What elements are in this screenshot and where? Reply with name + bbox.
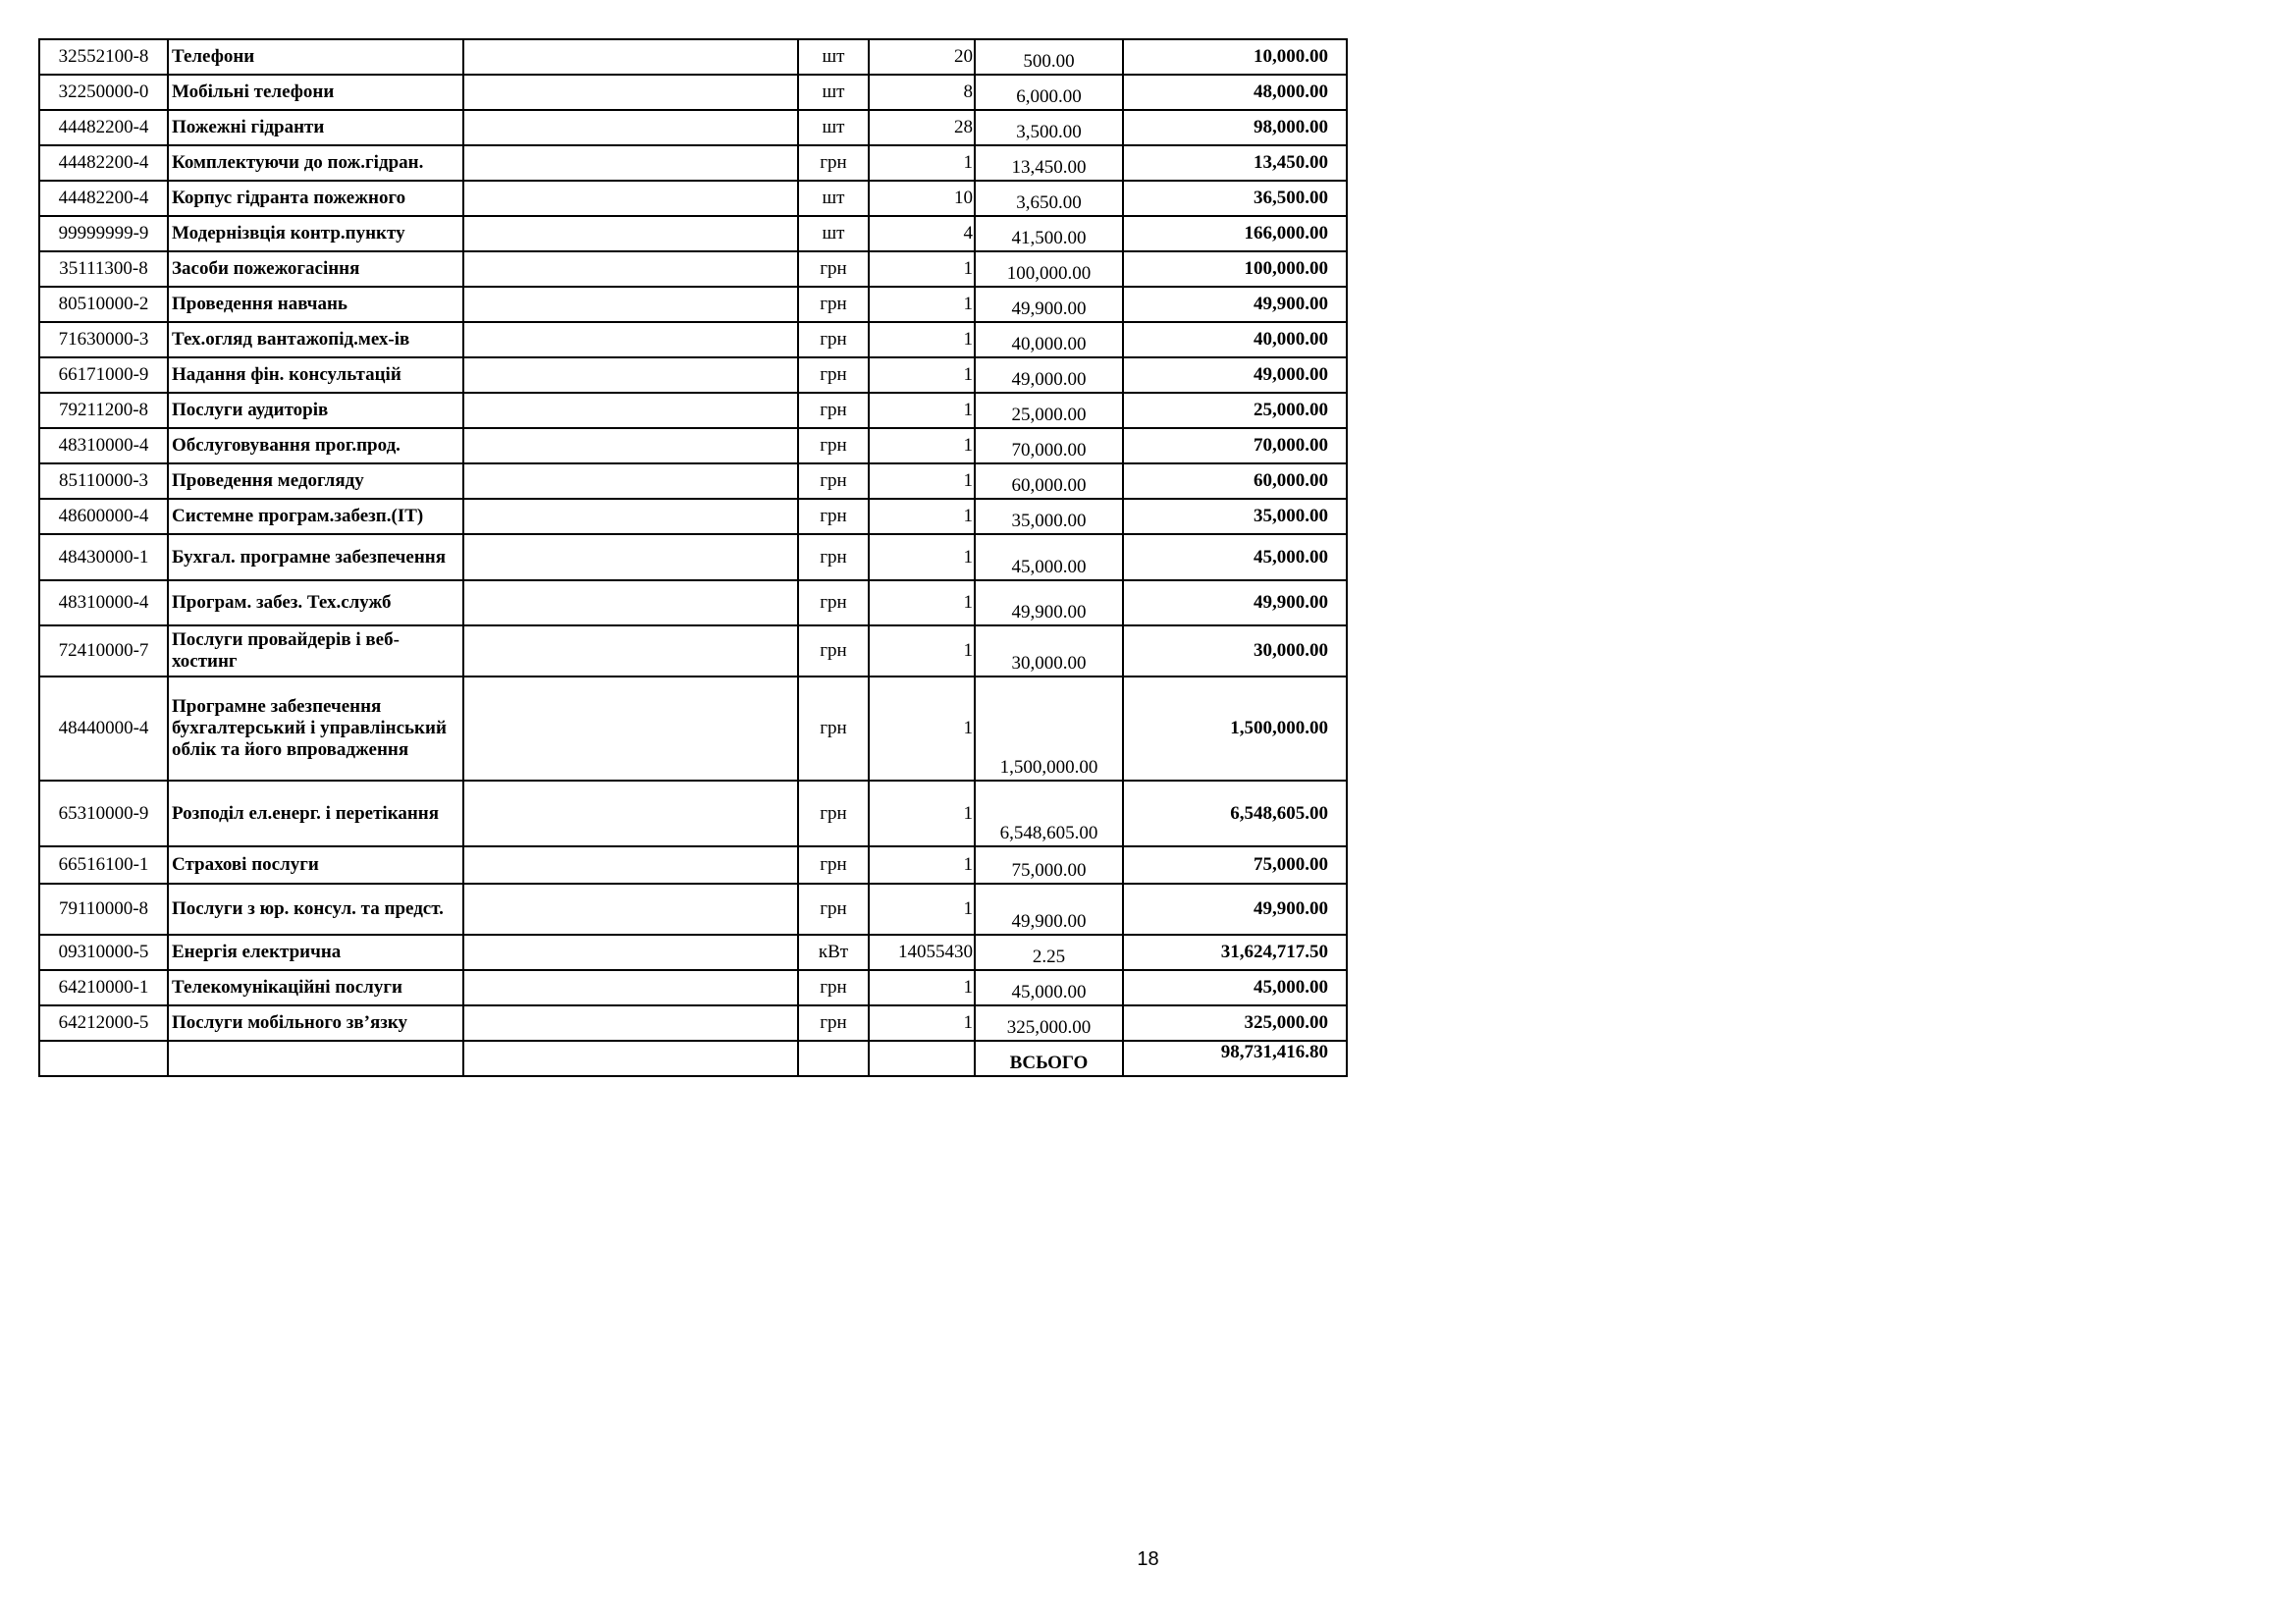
cell-unit: грн: [798, 1005, 869, 1041]
cell-unit: шт: [798, 181, 869, 216]
cell-name: Обслуговування прог.прод.: [168, 428, 463, 463]
cell-code: 72410000-7: [39, 625, 168, 677]
cell-sum: 31,624,717.50: [1123, 935, 1347, 970]
cell-blank: [168, 1041, 463, 1076]
cell-name: Комплектуючи до пож.гідран.: [168, 145, 463, 181]
cell-code: 44482200-4: [39, 110, 168, 145]
cell-quantity: 4: [869, 216, 975, 251]
cell-name: Засоби пожежогасіння: [168, 251, 463, 287]
cell-name: Телефони: [168, 39, 463, 75]
cell-price: 6,548,605.00: [975, 781, 1123, 846]
cell-name: Проведення навчань: [168, 287, 463, 322]
cell-blank: [463, 357, 798, 393]
cell-price: 3,650.00: [975, 181, 1123, 216]
cell-unit: грн: [798, 625, 869, 677]
cell-name: Телекомунікаційні послуги: [168, 970, 463, 1005]
cell-name: Пожежні гідранти: [168, 110, 463, 145]
cell-sum: 49,000.00: [1123, 357, 1347, 393]
cell-unit: кВт: [798, 935, 869, 970]
cell-quantity: 1: [869, 463, 975, 499]
cell-unit: грн: [798, 846, 869, 884]
cell-blank: [798, 1041, 869, 1076]
table-row: [39, 781, 1347, 846]
cell-sum: 49,900.00: [1123, 287, 1347, 322]
table-row: [39, 884, 1347, 935]
cell-code: 64212000-5: [39, 1005, 168, 1041]
cell-unit: грн: [798, 393, 869, 428]
cell-price: 2.25: [975, 935, 1123, 970]
cell-unit: грн: [798, 781, 869, 846]
cell-name: Програмне забезпечення бухгалтерський і управлінський облік та його впровадження: [168, 677, 463, 781]
cell-blank: [869, 1041, 975, 1076]
total-row: [39, 1041, 1347, 1076]
cell-blank: [463, 1041, 798, 1076]
cell-price: 49,900.00: [975, 884, 1123, 935]
cell-unit: грн: [798, 463, 869, 499]
cell-blank: [463, 677, 798, 781]
cell-code: 99999999-9: [39, 216, 168, 251]
cell-quantity: 1: [869, 884, 975, 935]
cell-quantity: 1: [869, 145, 975, 181]
table-row: [39, 75, 1347, 110]
cell-unit: грн: [798, 884, 869, 935]
cell-price: 49,000.00: [975, 357, 1123, 393]
table-row: [39, 677, 1347, 781]
cell-quantity: 1: [869, 393, 975, 428]
cell-code: 48430000-1: [39, 534, 168, 580]
cell-code: 66171000-9: [39, 357, 168, 393]
cell-blank: [463, 216, 798, 251]
cell-code: 32552100-8: [39, 39, 168, 75]
cell-name: Модернізвція контр.пункту: [168, 216, 463, 251]
cell-code: 44482200-4: [39, 181, 168, 216]
cell-price: 35,000.00: [975, 499, 1123, 534]
table-row: [39, 1005, 1347, 1041]
total-sum: 98,731,416.80: [1123, 1041, 1347, 1076]
cell-name: Проведення медогляду: [168, 463, 463, 499]
cell-unit: грн: [798, 428, 869, 463]
table-row: [39, 39, 1347, 75]
cell-code: 80510000-2: [39, 287, 168, 322]
cell-sum: 6,548,605.00: [1123, 781, 1347, 846]
cell-blank: [463, 580, 798, 625]
cell-blank: [463, 145, 798, 181]
total-label: ВСЬОГО: [975, 1041, 1123, 1076]
cell-blank: [39, 1041, 168, 1076]
cell-blank: [463, 534, 798, 580]
cell-unit: грн: [798, 145, 869, 181]
cell-quantity: 1: [869, 1005, 975, 1041]
cell-code: 66516100-1: [39, 846, 168, 884]
cell-sum: 36,500.00: [1123, 181, 1347, 216]
cell-sum: 10,000.00: [1123, 39, 1347, 75]
cell-name: Розподіл ел.енерг. і перетікання: [168, 781, 463, 846]
cell-unit: грн: [798, 534, 869, 580]
cell-quantity: 1: [869, 846, 975, 884]
cell-blank: [463, 846, 798, 884]
cell-sum: 166,000.00: [1123, 216, 1347, 251]
cell-quantity: 28: [869, 110, 975, 145]
cell-code: 79110000-8: [39, 884, 168, 935]
cell-quantity: 1: [869, 534, 975, 580]
cell-code: 64210000-1: [39, 970, 168, 1005]
cell-unit: грн: [798, 580, 869, 625]
cell-price: 60,000.00: [975, 463, 1123, 499]
cell-unit: шт: [798, 110, 869, 145]
cell-price: 325,000.00: [975, 1005, 1123, 1041]
cell-quantity: 1: [869, 781, 975, 846]
cell-unit: грн: [798, 970, 869, 1005]
cell-quantity: 10: [869, 181, 975, 216]
cell-unit: шт: [798, 39, 869, 75]
cell-price: 6,000.00: [975, 75, 1123, 110]
cell-quantity: 1: [869, 625, 975, 677]
table-row: [39, 393, 1347, 428]
cell-sum: 13,450.00: [1123, 145, 1347, 181]
cell-unit: грн: [798, 357, 869, 393]
cell-code: 48600000-4: [39, 499, 168, 534]
cell-name: Страхові послуги: [168, 846, 463, 884]
cell-code: 48440000-4: [39, 677, 168, 781]
cell-sum: 25,000.00: [1123, 393, 1347, 428]
cell-blank: [463, 1005, 798, 1041]
cell-price: 41,500.00: [975, 216, 1123, 251]
cell-price: 500.00: [975, 39, 1123, 75]
cell-unit: шт: [798, 216, 869, 251]
cell-sum: 100,000.00: [1123, 251, 1347, 287]
cell-sum: 98,000.00: [1123, 110, 1347, 145]
cell-sum: 45,000.00: [1123, 970, 1347, 1005]
cell-unit: шт: [798, 75, 869, 110]
cell-quantity: 1: [869, 357, 975, 393]
cell-blank: [463, 935, 798, 970]
cell-sum: 48,000.00: [1123, 75, 1347, 110]
cell-name: Надання фін. консультацій: [168, 357, 463, 393]
cell-code: 32250000-0: [39, 75, 168, 110]
procurement-table: [38, 38, 1348, 1077]
cell-blank: [463, 75, 798, 110]
cell-sum: 49,900.00: [1123, 884, 1347, 935]
cell-code: 09310000-5: [39, 935, 168, 970]
cell-name: Послуги з юр. консул. та предст.: [168, 884, 463, 935]
table-row: [39, 463, 1347, 499]
cell-sum: 75,000.00: [1123, 846, 1347, 884]
table-row: [39, 428, 1347, 463]
table-row: [39, 935, 1347, 970]
cell-quantity: 14055430: [869, 935, 975, 970]
cell-code: 48310000-4: [39, 428, 168, 463]
cell-quantity: 1: [869, 580, 975, 625]
table-row: [39, 970, 1347, 1005]
cell-unit: грн: [798, 287, 869, 322]
cell-price: 45,000.00: [975, 534, 1123, 580]
cell-price: 45,000.00: [975, 970, 1123, 1005]
cell-name: Послуги провайдерів і веб-хостинг: [168, 625, 463, 677]
cell-blank: [463, 181, 798, 216]
cell-code: 48310000-4: [39, 580, 168, 625]
table-row: [39, 322, 1347, 357]
cell-quantity: 20: [869, 39, 975, 75]
cell-quantity: 1: [869, 287, 975, 322]
cell-unit: грн: [798, 499, 869, 534]
table-row: [39, 181, 1347, 216]
cell-price: 25,000.00: [975, 393, 1123, 428]
table-row: [39, 534, 1347, 580]
table-row: [39, 145, 1347, 181]
cell-quantity: 1: [869, 251, 975, 287]
cell-name: Послуги аудиторів: [168, 393, 463, 428]
cell-name: Енергія електрична: [168, 935, 463, 970]
cell-blank: [463, 970, 798, 1005]
cell-code: 65310000-9: [39, 781, 168, 846]
cell-blank: [463, 39, 798, 75]
cell-name: Корпус гідранта пожежного: [168, 181, 463, 216]
table-row: [39, 357, 1347, 393]
cell-blank: [463, 110, 798, 145]
cell-blank: [463, 463, 798, 499]
cell-name: Системне програм.забезп.(ІТ): [168, 499, 463, 534]
cell-quantity: 1: [869, 970, 975, 1005]
cell-sum: 49,900.00: [1123, 580, 1347, 625]
table-row: [39, 499, 1347, 534]
cell-code: 85110000-3: [39, 463, 168, 499]
cell-code: 79211200-8: [39, 393, 168, 428]
cell-blank: [463, 625, 798, 677]
cell-price: 100,000.00: [975, 251, 1123, 287]
cell-blank: [463, 393, 798, 428]
cell-name: Програм. забез. Тех.служб: [168, 580, 463, 625]
cell-sum: 60,000.00: [1123, 463, 1347, 499]
cell-code: 44482200-4: [39, 145, 168, 181]
cell-price: 49,900.00: [975, 287, 1123, 322]
cell-sum: 30,000.00: [1123, 625, 1347, 677]
cell-sum: 325,000.00: [1123, 1005, 1347, 1041]
table-row: [39, 287, 1347, 322]
cell-price: 75,000.00: [975, 846, 1123, 884]
cell-name: Мобільні телефони: [168, 75, 463, 110]
cell-blank: [463, 499, 798, 534]
cell-sum: 40,000.00: [1123, 322, 1347, 357]
table-body: [39, 39, 1347, 1076]
cell-sum: 1,500,000.00: [1123, 677, 1347, 781]
cell-unit: грн: [798, 251, 869, 287]
cell-unit: грн: [798, 322, 869, 357]
cell-blank: [463, 287, 798, 322]
table-row: [39, 110, 1347, 145]
table-row: [39, 846, 1347, 884]
cell-quantity: 1: [869, 322, 975, 357]
table-row: [39, 251, 1347, 287]
cell-price: 30,000.00: [975, 625, 1123, 677]
cell-code: 35111300-8: [39, 251, 168, 287]
cell-name: Послуги мобільного зв’язку: [168, 1005, 463, 1041]
cell-price: 1,500,000.00: [975, 677, 1123, 781]
cell-quantity: 1: [869, 428, 975, 463]
cell-price: 40,000.00: [975, 322, 1123, 357]
cell-sum: 35,000.00: [1123, 499, 1347, 534]
cell-code: 71630000-3: [39, 322, 168, 357]
cell-blank: [463, 428, 798, 463]
cell-unit: грн: [798, 677, 869, 781]
table-row: [39, 580, 1347, 625]
cell-sum: 45,000.00: [1123, 534, 1347, 580]
cell-quantity: 1: [869, 499, 975, 534]
cell-sum: 70,000.00: [1123, 428, 1347, 463]
cell-name: Бухгал. програмне забезпечення: [168, 534, 463, 580]
cell-blank: [463, 781, 798, 846]
cell-quantity: 8: [869, 75, 975, 110]
table-row: [39, 216, 1347, 251]
cell-name: Тех.огляд вантажопід.мех-ів: [168, 322, 463, 357]
cell-price: 70,000.00: [975, 428, 1123, 463]
cell-price: 49,900.00: [975, 580, 1123, 625]
cell-quantity: 1: [869, 677, 975, 781]
page-number: 18: [1137, 1548, 1159, 1570]
cell-blank: [463, 884, 798, 935]
table-row: [39, 625, 1347, 677]
cell-price: 3,500.00: [975, 110, 1123, 145]
cell-blank: [463, 322, 798, 357]
cell-blank: [463, 251, 798, 287]
cell-price: 13,450.00: [975, 145, 1123, 181]
